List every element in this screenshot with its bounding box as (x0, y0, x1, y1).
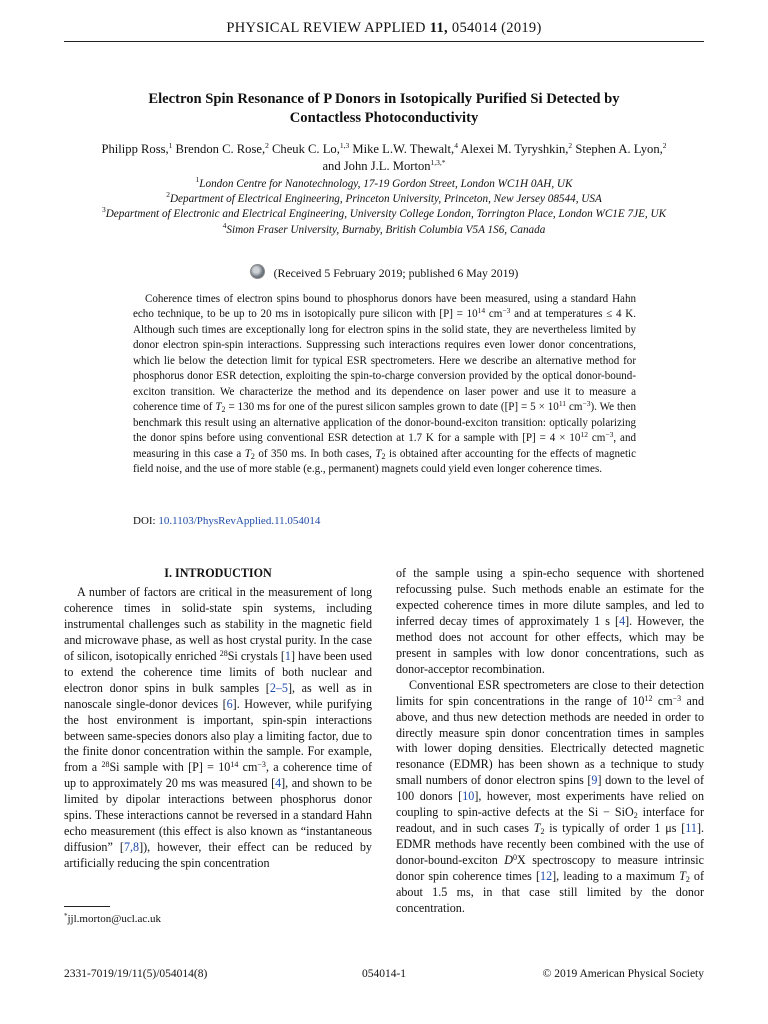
affiliation (96, 192, 672, 207)
text: is typically of order 1 μs [ (544, 821, 686, 836)
exponent: 28 (101, 760, 110, 770)
text: interface for readout, and in such cases (396, 805, 704, 836)
check-for-updates-icon[interactable] (250, 264, 265, 279)
abstract-text: = 130 ms for one of the purest silicon samples grown to date ([P] = 5 × 10 (225, 401, 559, 414)
text: ], as well as in nanoscale single-donor devices [ (64, 680, 372, 711)
title-line-1: Electron Spin Resonance of P Donors in Isotopically Purified Si Detected by (148, 91, 620, 107)
abstract-text: , and measuring in this case a (133, 432, 636, 460)
text: of about 1.5 ms, in that case still limited by the donor concentration. (396, 869, 704, 916)
author: Philipp Ross, (101, 142, 169, 156)
affiliation-number: 2 (166, 190, 170, 200)
symbol: T (244, 447, 251, 460)
exponent: 0 (513, 853, 518, 863)
received-dates (64, 264, 704, 281)
affiliation (96, 207, 672, 222)
exponent: −3 (582, 399, 591, 409)
doi-line (133, 515, 320, 527)
subscript: 2 (685, 875, 690, 885)
corresponding-author-footnote (64, 912, 161, 925)
text: ] down to the level of 100 donors [ (396, 773, 704, 804)
subscript: 2 (633, 811, 638, 821)
author: Brendon C. Rose, (172, 142, 266, 156)
author-affil-sup: 1,3 (339, 141, 350, 150)
abstract-text: cm (587, 432, 606, 445)
paper-title (90, 90, 678, 127)
text: cm (238, 760, 258, 775)
symbol: T (375, 447, 382, 460)
citation-link[interactable]: 4 (275, 776, 282, 791)
text: ], and shown to be limited by dipolar interactions between phosphorus donor spins. These interactions cannot be reversed in a standard Hahn echo measurement (this effect is also known as “instantaneous diffusion” [ (64, 776, 372, 855)
citation-link[interactable]: 9 (591, 773, 598, 788)
subscript: 2 (540, 827, 545, 837)
citation-link[interactable]: 12 (540, 869, 553, 884)
abstract (133, 292, 636, 477)
exponent: 28 (219, 648, 228, 658)
author-affil-sup: 2 (568, 141, 573, 150)
text: ]. EDMR methods have recently been combined with the use of donor-bound-exciton (396, 821, 704, 868)
affiliation-number: 1 (195, 175, 200, 184)
text: ]), however, their effect can be reduced by artificially reducing the spin concentration (64, 840, 372, 871)
citation-link[interactable]: 7,8 (123, 840, 140, 855)
affiliation-text: Simon Fraser University, Burnaby, British Columbia V5A 1S6, Canada (226, 223, 546, 236)
doi-label: DOI: (133, 515, 159, 527)
text: cm (652, 693, 673, 708)
title-line-2: Contactless Photoconductivity (289, 109, 479, 126)
text: , a coherence time of up to approximately 20 ms was measured [ (64, 760, 373, 791)
article-number-year: 054014 (2019) (451, 20, 542, 36)
text: ]. However, the method does not account for other effects, which may be present in samples with low donor concentrations, such as donor-acceptor recombination. (396, 613, 704, 676)
symbol: T (679, 869, 686, 884)
abstract-text: cm (485, 308, 503, 321)
abstract-text: ). We then benchmark this result using an alternative application of the donor-bound-exciton transition: optically polarizing the donor spins before using conventional ESR detection at 1.7 K for a sample with [P] = 4 × 10 (133, 401, 637, 445)
exponent: 14 (477, 306, 486, 316)
exponent: 12 (644, 693, 653, 703)
citation-link[interactable]: 1 (284, 648, 291, 663)
affiliations (96, 177, 672, 238)
text: Conventional ESR spectrometers are close to their detection limits for spin concentrations in the range of 10 (396, 677, 704, 708)
abstract-text: Coherence times of electron spins bound to phosphorus donors have been measured, using a standard Hahn echo technique, to be up to 20 ms in isotopically pure silicon with [P] = 10 (133, 293, 636, 321)
paragraph (396, 678, 704, 917)
text: and above, and thus new detection methods are needed in order to directly measure spin donor concentration times in samples with lower doping densities. Electrically detected magnetic resonance (EDMR) has been shown as a technique to study small numbers of donor electron spins [ (396, 693, 704, 788)
author-affil-sup: 2 (662, 141, 667, 150)
subscript: 2 (250, 451, 255, 461)
exponent: 12 (580, 430, 588, 440)
received-text: (Received 5 February 2019; published 6 May 2019) (273, 266, 519, 280)
footer-issn: 2331-7019/19/11(5)/054014(8) (64, 968, 208, 980)
paragraph (64, 585, 372, 872)
affiliation (96, 220, 672, 238)
author-list (96, 141, 672, 174)
journal-volume: 11, (429, 20, 448, 36)
abstract-text: is obtained after accounting for the effects of magnetic field noise, and the use of more stable (e.g., permanent) magnets could yield even longer coherence times. (133, 447, 637, 475)
left-column (64, 566, 372, 872)
exponent: −3 (502, 306, 511, 316)
text: ], however, most experiments have relied on coupling to spin-active defects at the Si − SiO (396, 789, 704, 820)
author: Alexei M. Tyryshkin, (457, 142, 569, 156)
author: Cheuk C. Lo, (268, 142, 340, 156)
affiliation-text: Department of Electronic and Electrical Engineering, University College London, Torrington Place, London WC1E 7JE, UK (105, 208, 667, 221)
text: ], leading to a maximum (552, 869, 680, 884)
affiliation-text: Department of Electrical Engineering, Princeton University, Princeton, New Jersey 08544, USA (169, 193, 602, 206)
affiliation-number: 4 (222, 220, 227, 230)
abstract-text: cm (566, 401, 583, 414)
author: Stephen A. Lyon, (572, 142, 663, 156)
footer-copyright: © 2019 American Physical Society (542, 968, 704, 980)
author-affil-sup: 2 (265, 141, 269, 150)
footnote-rule (64, 906, 110, 907)
text: ]. However, while purifying the host environment is important, spin-spin interactions between same-species donors also play a limiting factor, due to the finite donor concentration within the sample. For example, from a (64, 696, 372, 775)
journal-name: PHYSICAL REVIEW APPLIED (226, 20, 426, 36)
subscript: 2 (381, 451, 386, 461)
text: of the sample using a spin-echo sequence with shortened refocussing pulse. Such methods enable an estimate for the expected coherence times in more dilute samples, and led to inferred decay times of approximately 1 s [ (396, 566, 704, 628)
citation-link[interactable]: 10 (462, 789, 475, 804)
journal-header (64, 20, 704, 37)
text: ] have been used to extend the coherence time limits of both nuclear and electron donor spins in bulk samples [ (64, 648, 372, 695)
author-affil-sup: 1 (168, 141, 173, 150)
doi-link[interactable]: 10.1103/PhysRevApplied.11.054014 (158, 515, 321, 527)
author-affil-sup: 4 (454, 141, 458, 150)
exponent: 14 (230, 760, 239, 770)
subscript: 2 (221, 405, 226, 415)
section-heading: I. INTRODUCTION (164, 566, 272, 580)
affiliation (96, 177, 672, 192)
author: Mike L.W. Thewalt, (349, 142, 455, 156)
footnote-mark: * (64, 912, 68, 920)
abstract-text: of 350 ms. In both cases, (254, 447, 376, 460)
citation-link[interactable]: 4 (619, 613, 626, 628)
symbol: T (533, 821, 541, 836)
author-affil-sup: 1,3,* (430, 157, 446, 167)
author: and John J.L. Morton (322, 158, 431, 173)
symbol: T (215, 401, 222, 414)
paragraph (396, 566, 704, 678)
header-rule (64, 41, 704, 42)
text: A number of factors are critical in the measurement of long coherence times in solid-state spin systems, including instrumental challenges such as stability in the magnetic field and microwave phase, as well as host crystal purity. In the case of silicon, isotopically enriched (64, 584, 372, 663)
exponent: −3 (257, 760, 266, 770)
affiliation-number: 3 (101, 205, 106, 215)
right-column (396, 566, 704, 917)
exponent: 11 (558, 399, 567, 409)
abstract-text: and at temperatures ≤ 4 K. Although such times are exceptionally long for electron spins in the solid state, they are nevertheless limited by donor electron spin-spin interactions. Suppressing such interactions requires even lower donor concentrations, which lie below the detection limit for typical ESR spectrometers. Here we describe an alternative method for phosphorus donor ESR detection, exploiting the spin-to-charge conversion provided by the optical donor-bound-exciton transition. We characterize the method and its dependence on laser power and use it to measure a coherence time of (133, 308, 636, 414)
exponent: −3 (605, 430, 614, 440)
text: Si crystals [ (227, 648, 285, 663)
text: Si sample with [P] = 10 (109, 760, 231, 775)
exponent: −3 (672, 693, 682, 703)
footer-page-number: 054014-1 (361, 968, 407, 980)
symbol: D (504, 853, 514, 868)
citation-link[interactable]: 6 (226, 696, 233, 711)
text: X spectroscopy to measure intrinsic donor spin coherence times [ (396, 853, 704, 884)
citation-link[interactable]: 2–5 (269, 680, 288, 695)
footnote-email[interactable]: jjl.morton@ucl.ac.uk (67, 913, 162, 925)
citation-link[interactable]: 11 (685, 821, 697, 836)
affiliation-text: London Centre for Nanotechnology, 17-19 Gordon Street, London WC1H 0AH, UK (199, 178, 573, 190)
